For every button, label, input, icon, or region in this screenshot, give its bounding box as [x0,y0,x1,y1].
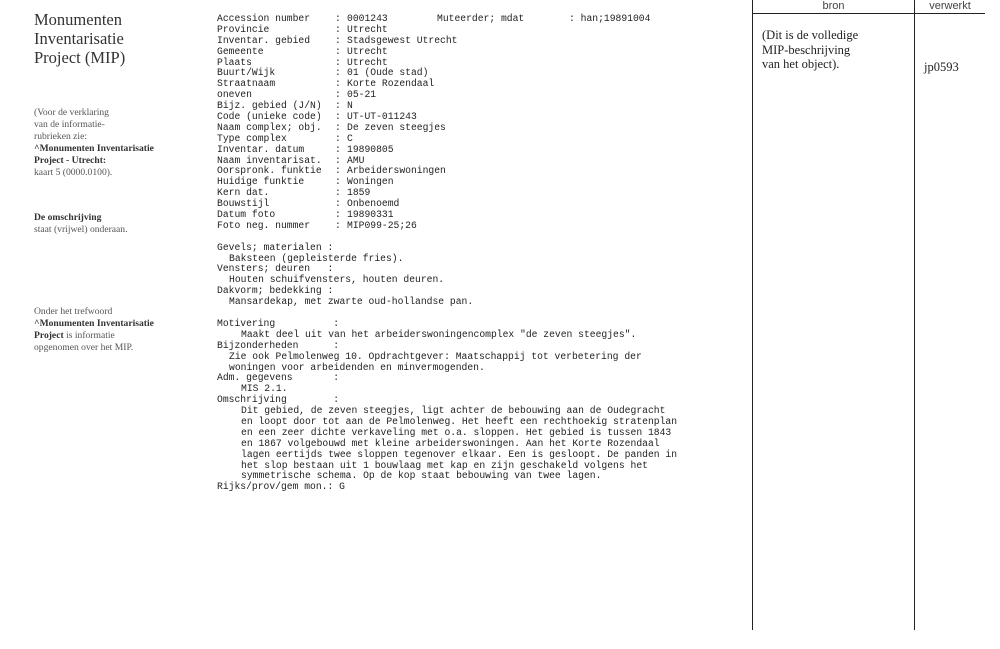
field-label: Datum foto [217,209,276,221]
field-value: MIP099-25;26 [347,219,417,231]
reference-link[interactable]: Project [34,330,64,341]
field-value: Korte Rozendaal [347,78,435,90]
field-separator: : [335,111,341,123]
field-row [217,79,737,90]
rijks-label: Rijks/prov/gem mon.: [217,481,334,493]
bijzonderheden-line: woningen voor arbeidenden en minvermogenden. [229,361,485,373]
field-label: Straatnaam [217,78,276,90]
motivering-label: Motivering : [217,317,340,329]
field-label: Code (unieke code) [217,111,322,123]
field-value: 1859 [347,187,371,199]
inventory-card [217,14,737,493]
field-label: Inventar. datum [217,143,305,155]
table-divider [914,0,915,630]
field-label: Oorspronk. funktie [217,165,322,177]
omschrijving-line: symmetrische schema. Op de kop staat bebouwing van twee lagen. [241,470,602,482]
field-value: Utrecht [347,56,388,68]
field-value: Onbenoemd [347,198,400,210]
field-value: UT-UT-011243 [347,111,417,123]
field-label: Gemeente [217,45,264,57]
note-line: opgenomen over het MIP. [34,342,134,353]
bijzonderheden-line: Zie ook Pelmolenweg 10. Opdrachtgever: Maatschappij tot verbetering der [229,350,642,362]
keyword-note [34,306,184,354]
field-row [217,177,737,188]
field-label: Naam complex; obj. [217,121,322,133]
field-label: Bijz. gebied (J/N) [217,100,322,112]
field-row [217,36,737,47]
field-label: Provincie [217,23,270,35]
vensters-label: Vensters; deuren : [217,263,334,275]
field-separator: : [335,56,341,68]
bijzonderheden-label: Bijzonderheden : [217,339,340,351]
reference-link[interactable]: ^Monumenten Inventarisatie [34,143,154,154]
field-separator: : [335,132,341,144]
field-value: Woningen [347,176,394,188]
motivering-value: Maakt deel uit van het arbeiderswoningencomplex "de zeven steegjes". [241,328,637,340]
field-value: N [347,100,353,112]
omschrijving-line: en loopt door tot aan de Pelmolenweg. Het heeft een rechthoekig stratenplan [241,415,678,427]
table-divider [752,0,753,630]
field-label: Inventar. gebied [217,34,311,46]
field-label: Buurt/Wijk [217,67,276,79]
omschrijving-line: en een zeer dichte verkaveling met o.a. sloppen. Het gebied is tussen 1843 [241,426,672,438]
field-separator: : [335,34,341,46]
table-header-rule [752,13,985,14]
gevels-value: Baksteen (gepleisterde fries). [229,252,404,264]
note-line: van de informatie- [34,119,105,130]
dakvorm-value: Mansardekap, met zwarte oud-hollandse pan. [229,296,474,308]
description-note [34,212,184,236]
note-line [34,318,184,330]
field-row [217,188,737,199]
omschrijving-line: Dit gebied, de zeven steegjes, ligt achter de bebouwing aan de Oudegracht [241,405,666,417]
field-value: 01 (Oude stad) [347,67,429,79]
field-separator: : [335,89,341,101]
omschrijving-line: het slop bestaan uit 1 bouwlaag met kap en zijn geschakeld volgens het [241,459,648,471]
note-line: Onder het trefwoord [34,306,113,317]
field-value: 19890805 [347,143,394,155]
field-row [217,199,737,210]
field-label: Huidige funktie [217,176,305,188]
field-separator: : [335,121,341,133]
bron-cell [762,28,907,72]
field-row [217,68,737,79]
note-line [34,330,184,342]
column-header-verwerkt: verwerkt [929,0,971,12]
rijks-row [217,482,737,493]
field-label: Naam inventarisat. [217,154,322,166]
field-separator: : [335,67,341,79]
omschrijving-line: en 1867 volgebouwd met kleine arbeiderswoningen. Aan het Korte Rozendaal [241,437,660,449]
field-value: 05-21 [347,89,377,101]
dakvorm-label: Dakvorm; bedekking : [217,285,334,297]
field-label: Bouwstijl [217,198,270,210]
field-separator: : [335,198,341,210]
note-line [34,155,184,167]
field-value: Stadsgewest Utrecht [347,34,458,46]
rijks-value: G [339,481,345,493]
reference-link[interactable]: ^Monumenten Inventarisatie [34,318,154,329]
field-separator: : [335,23,341,35]
mip-title-line: Project (MIP) [34,48,126,67]
note-line: rubrieken zie: [34,131,88,142]
field-row [217,221,737,232]
field-separator: : [335,187,341,199]
field-value: De zeven steegjes [347,121,446,133]
note-line: (Voor de verklaring [34,107,109,118]
field-value: AMU [347,154,365,166]
note-bold: De omschrijving [34,212,102,223]
field-label: Plaats [217,56,252,68]
field-label: Foto neg. nummer [217,219,311,231]
left-column [34,10,204,67]
field-separator: : [335,78,341,90]
field-row [217,47,737,58]
mip-title-line: Inventarisatie [34,29,124,48]
adm-value: MIS 2.1. [241,383,288,395]
field-separator: : [335,209,341,221]
field-list [217,14,737,232]
field-separator: : [335,13,341,24]
bron-line: MIP-beschrijving [762,42,851,57]
field-separator: : [335,143,341,155]
field-row [217,145,737,156]
field-value: Arbeiderswoningen [347,165,446,177]
field-row [217,123,737,134]
note-line: staat (vrijwel) onderaan. [34,224,128,235]
bron-line: (Dit is de volledige [762,28,859,42]
mip-title [34,10,204,67]
field-label: Kern dat. [217,187,270,199]
gevels-label: Gevels; materialen : [217,241,334,253]
field-separator: : [335,100,341,112]
field-separator: : [335,219,341,231]
bron-line: van het object). [762,57,840,71]
info-note [34,107,184,179]
note-text: is informatie [63,330,115,341]
note-line [34,143,184,155]
field-value: 19890331 [347,209,394,221]
vensters-value: Houten schuifvensters, houten deuren. [229,274,445,286]
field-separator: : [335,165,341,177]
field-label: oneven [217,89,252,101]
adm-label: Adm. gegevens : [217,372,340,384]
field-label: Type complex [217,132,287,144]
field-separator: : [335,45,341,57]
muteerder-label: Muteerder; mdat [437,13,525,24]
omschrijving-line: lagen eertijds twee sloppen tegenover elkaar. Een is gesloopt. De panden in [241,448,678,460]
omschrijving-label: Omschrijving : [217,394,340,406]
mip-title-line: Monumenten [34,10,122,29]
note-line [34,212,184,224]
muteerder-value: : han;19891004 [569,13,651,24]
field-label: Accession number [217,13,311,24]
note-line: kaart 5 (0000.0100). [34,167,113,178]
field-row [217,58,737,69]
field-value: C [347,132,353,144]
reference-link[interactable]: Project - Utrecht: [34,155,107,166]
column-header-bron: bron [822,0,845,12]
field-value: 0001243 [347,13,388,24]
field-separator: : [335,154,341,166]
field-value: Utrecht [347,23,388,35]
field-separator: : [335,176,341,188]
field-value: Utrecht [347,45,388,57]
verwerkt-cell: jp0593 [924,60,959,74]
